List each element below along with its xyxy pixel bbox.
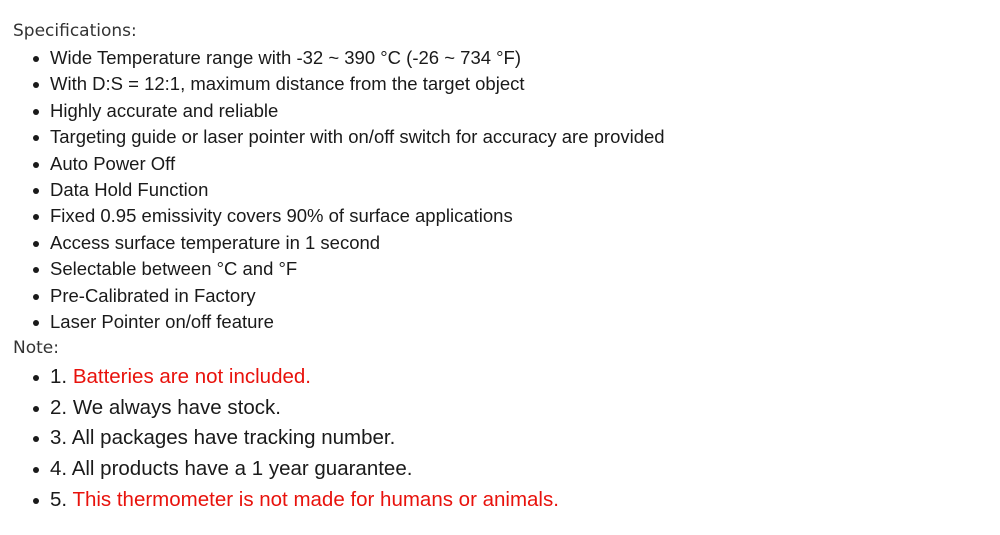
spec-item: Auto Power Off <box>13 151 983 177</box>
note-text: All packages have tracking number. <box>71 426 396 450</box>
note-list <box>13 362 983 515</box>
note-text-warning: Batteries are not included. <box>72 365 311 389</box>
note-text-warning: This thermometer is not made for humans or animals. <box>72 487 559 511</box>
note-text: All products have a 1 year guarantee. <box>71 457 413 481</box>
spec-item: Highly accurate and reliable <box>13 98 983 124</box>
note-heading: Note: <box>13 338 59 359</box>
spec-item: With D:S = 12:1, maximum distance from the target object <box>13 71 983 97</box>
note-item <box>13 362 983 393</box>
note-number: 4. <box>50 457 68 481</box>
product-description <box>13 18 983 515</box>
note-text: We always have stock. <box>72 395 281 419</box>
spec-item: Pre-Calibrated in Factory <box>13 283 983 309</box>
spec-item: Data Hold Function <box>13 177 983 203</box>
note-item <box>13 393 983 424</box>
spec-item: Access surface temperature in 1 second <box>13 230 983 256</box>
spec-item: Fixed 0.95 emissivity covers 90% of surface applications <box>13 203 983 229</box>
note-item <box>13 485 983 516</box>
specifications-heading: Specifications: <box>13 21 137 41</box>
note-item <box>13 423 983 454</box>
spec-item: Wide Temperature range with -32 ~ 390 °C (-26 ~ 734 °F) <box>13 45 983 71</box>
spec-item: Targeting guide or laser pointer with on/off switch for accuracy are provided <box>13 124 983 150</box>
note-number: 3. <box>50 426 68 450</box>
specifications-list <box>13 45 983 335</box>
spec-item: Selectable between °C and °F <box>13 256 983 282</box>
note-item <box>13 454 983 485</box>
note-number: 2. <box>50 395 68 419</box>
spec-item: Laser Pointer on/off feature <box>13 309 983 335</box>
note-number: 5. <box>50 487 68 511</box>
note-number: 1. <box>50 365 68 389</box>
